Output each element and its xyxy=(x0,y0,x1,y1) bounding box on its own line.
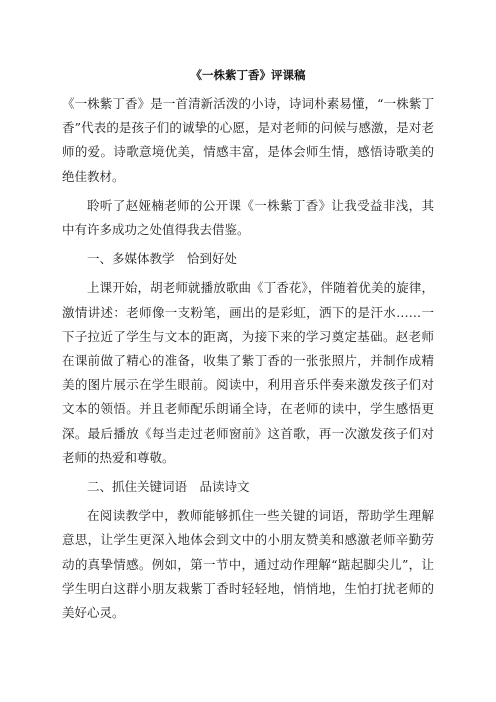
section-heading-keywords: 二、抓住关键词语 品读诗文 xyxy=(87,479,250,495)
intro-paragraph: 《一株紫丁香》是一首清新活泼的小诗，诗词朴素易懂，“一株紫丁香”代表的是孩子们的诚挚的心愿，是对老师的问候与感激，是对老师的爱。诗歌意境优美，情感丰富，是体会师生情，感悟诗歌美的绝佳教材。 xyxy=(62,96,434,184)
document-body xyxy=(62,66,434,630)
multimedia-paragraph: 上课开始，胡老师就播放歌曲《丁香花》，伴随着优美的旋律，激情讲述：老师像一支粉笔，画出的是彩虹，洒下的是汗水……一下子拉近了学生与文本的距离，为接下来的学习奠定基础。赵老师在课前做了精心的准备，收集了紫丁香的一张张照片，并制作成精美的图片展示在学生眼前。阅读中，利用音乐伴奏来激发孩子们对文本的领悟。并且老师配乐朗诵全诗，在老师的读中，学生感悟更深。最后播放《每当走过老师窗前》这首歌，再一次激发孩子们对老师的热爱和尊敬。 xyxy=(62,280,434,465)
section-heading-multimedia: 一、多媒体教学 恰到好处 xyxy=(87,251,238,267)
keywords-paragraph: 在阅读教学中，教师能够抓住一些关键的词语，帮助学生理解意思，让学生更深入地体会到文中的小朋友赞美和感激老师辛勤劳动的真挚情感。例如，第一节中，通过动作理解“踮起脚尖儿”，让学生明白这群小朋友栽紫丁香时轻轻地，悄悄地，生怕打扰老师的美好心灵。 xyxy=(62,508,434,621)
opinion-paragraph: 聆听了赵娅楠老师的公开课《一株紫丁香》让我受益非浅，其中有许多成功之处值得我去借鉴。 xyxy=(62,197,434,238)
document-title: 《一株紫丁香》评课稿 xyxy=(190,68,306,82)
